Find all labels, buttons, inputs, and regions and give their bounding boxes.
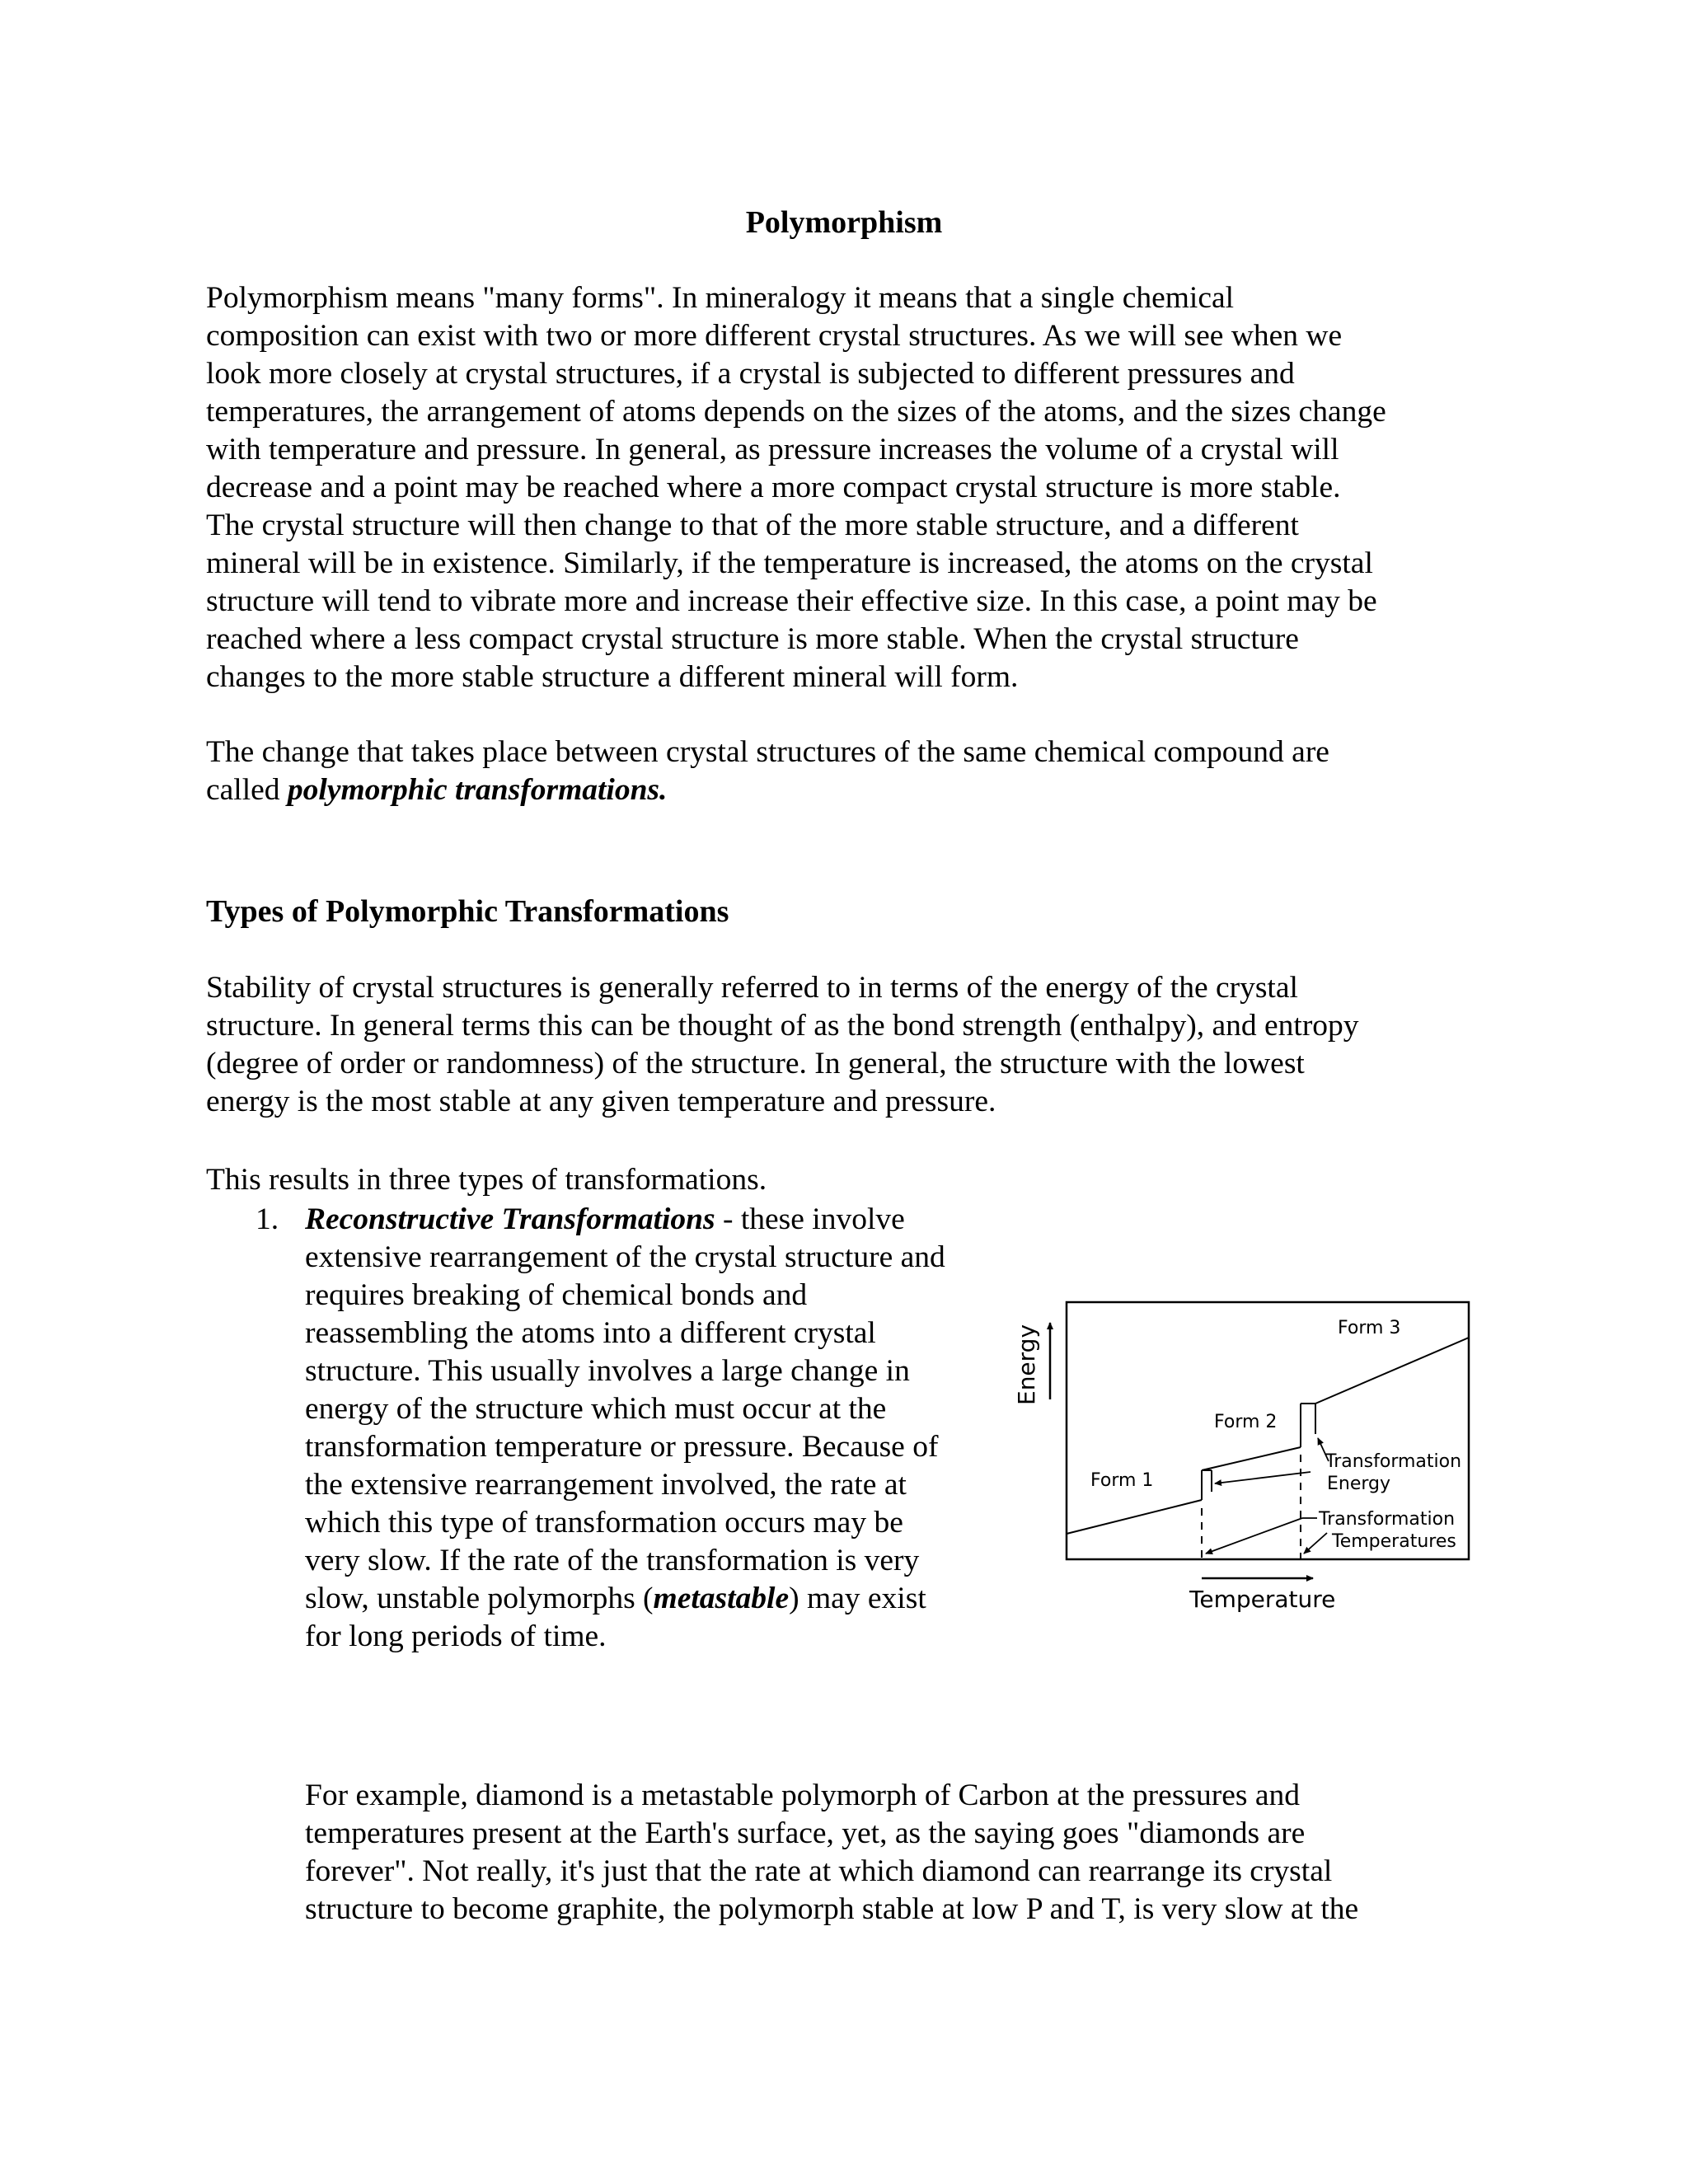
- metastable-term: metastable: [653, 1582, 790, 1615]
- intro-line: reached where a less compact crystal structure is more stable. When the crystal structure: [206, 622, 1299, 656]
- results-paragraph: [206, 1161, 1492, 1199]
- energy-callout-arrow: [1215, 1472, 1311, 1483]
- metastable-prefix: slow, unstable polymorphs (: [305, 1582, 654, 1615]
- list-item-line: for long periods of time.: [305, 1619, 607, 1653]
- stability-line: structure. In general terms this can be thought of as the bond strength (enthalpy), and entropy: [206, 1009, 1359, 1043]
- change-paragraph: [206, 733, 1492, 809]
- transformation-energy-label-1: Transformation: [1325, 1451, 1462, 1472]
- temperature-axis-label: Temperature: [1189, 1586, 1336, 1613]
- intro-line: The crystal structure will then change to that of the more stable structure, and a different: [206, 509, 1299, 542]
- results-line: This results in three types of transformations.: [206, 1163, 767, 1197]
- list-item: [305, 1201, 1014, 1656]
- intro-line: with temperature and pressure. In general, as pressure increases the volume of a crystal will: [206, 433, 1339, 466]
- stability-paragraph: [206, 969, 1492, 1121]
- form1-label: Form 1: [1090, 1470, 1154, 1491]
- list-item-line: the extensive rearrangement involved, the rate at: [305, 1468, 907, 1502]
- form3-line: [1315, 1338, 1469, 1404]
- reconstructive-term: Reconstructive Transformations: [305, 1202, 715, 1236]
- types-heading: Types of Polymorphic Transformations: [206, 894, 729, 929]
- intro-line: temperatures, the arrangement of atoms depends on the sizes of the atoms, and the sizes change: [206, 395, 1386, 429]
- temperature-callout-arrow-2: [1304, 1533, 1327, 1554]
- change-line-prefix: called: [206, 773, 288, 807]
- temperature-callout-arrow: [1206, 1518, 1302, 1554]
- intro-line: changes to the more stable structure a different mineral will form.: [206, 660, 1019, 694]
- list-item-line: requires breaking of chemical bonds and: [305, 1278, 808, 1312]
- form1-line: [1067, 1500, 1202, 1534]
- list-item-line: structure. This usually involves a large change in: [305, 1354, 910, 1388]
- list-item-line: which this type of transformation occurs may be: [305, 1506, 903, 1540]
- list-item-first-line: [305, 1201, 1014, 1239]
- form3-label: Form 3: [1338, 1318, 1401, 1338]
- energy-temperature-diagram: [1004, 1282, 1478, 1615]
- form2-label: Form 2: [1214, 1412, 1278, 1432]
- list-item-line: energy of the structure which must occur at the: [305, 1392, 887, 1426]
- list-number: 1.: [256, 1202, 279, 1236]
- example-paragraph: [305, 1777, 1525, 1929]
- energy-axis-label: Energy: [1013, 1324, 1040, 1405]
- metastable-suffix: ) may exist: [789, 1582, 926, 1615]
- transformation-temperatures-label-1: Transformation: [1319, 1509, 1456, 1530]
- intro-line: structure will tend to vibrate more and increase their effective size. In this case, a point may be: [206, 584, 1377, 618]
- intro-paragraph: [206, 279, 1492, 696]
- intro-line: mineral will be in existence. Similarly, if the temperature is increased, the atoms on the crystal: [206, 546, 1373, 580]
- example-line: For example, diamond is a metastable polymorph of Carbon at the pressures and: [305, 1779, 1300, 1812]
- polymorphic-transformations-term: polymorphic transformations.: [287, 773, 668, 807]
- stability-line: energy is the most stable at any given temperature and pressure.: [206, 1085, 996, 1118]
- list-item-line: [305, 1580, 1014, 1618]
- page-title: Polymorphism: [745, 205, 943, 240]
- example-line: temperatures present at the Earth's surface, yet, as the saying goes "diamonds are: [305, 1816, 1306, 1850]
- example-line: forever". Not really, it's just that the rate at which diamond can rearrange its crystal: [305, 1854, 1333, 1888]
- example-line: structure to become graphite, the polymorph stable at low P and T, is very slow at the: [305, 1892, 1359, 1926]
- change-line: The change that takes place between crystal structures of the same chemical compound are: [206, 735, 1329, 769]
- list-item-line: extensive rearrangement of the crystal structure and: [305, 1240, 945, 1274]
- intro-line: Polymorphism means "many forms". In mineralogy it means that a single chemical: [206, 281, 1235, 315]
- intro-line: decrease and a point may be reached where a more compact crystal structure is more stable.: [206, 471, 1341, 504]
- list-item-first-rest: - these involve: [715, 1202, 905, 1236]
- list-item-line: transformation temperature or pressure. Because of: [305, 1430, 939, 1464]
- list-item-line: reassembling the atoms into a different crystal: [305, 1316, 876, 1350]
- stability-line: Stability of crystal structures is generally referred to in terms of the energy of the crystal: [206, 971, 1298, 1005]
- intro-line: look more closely at crystal structures, if a crystal is subjected to different pressures and: [206, 357, 1295, 391]
- form2-line: [1202, 1447, 1301, 1470]
- list-item-line: very slow. If the rate of the transformation is very: [305, 1544, 920, 1577]
- stability-line: (degree of order or randomness) of the structure. In general, the structure with the lowest: [206, 1047, 1305, 1080]
- transformation-energy-label-2: Energy: [1327, 1474, 1391, 1494]
- change-line: [206, 771, 1492, 809]
- transformation-temperatures-label-2: Temperatures: [1332, 1531, 1456, 1552]
- intro-line: composition can exist with two or more different crystal structures. As we will see when we: [206, 319, 1343, 353]
